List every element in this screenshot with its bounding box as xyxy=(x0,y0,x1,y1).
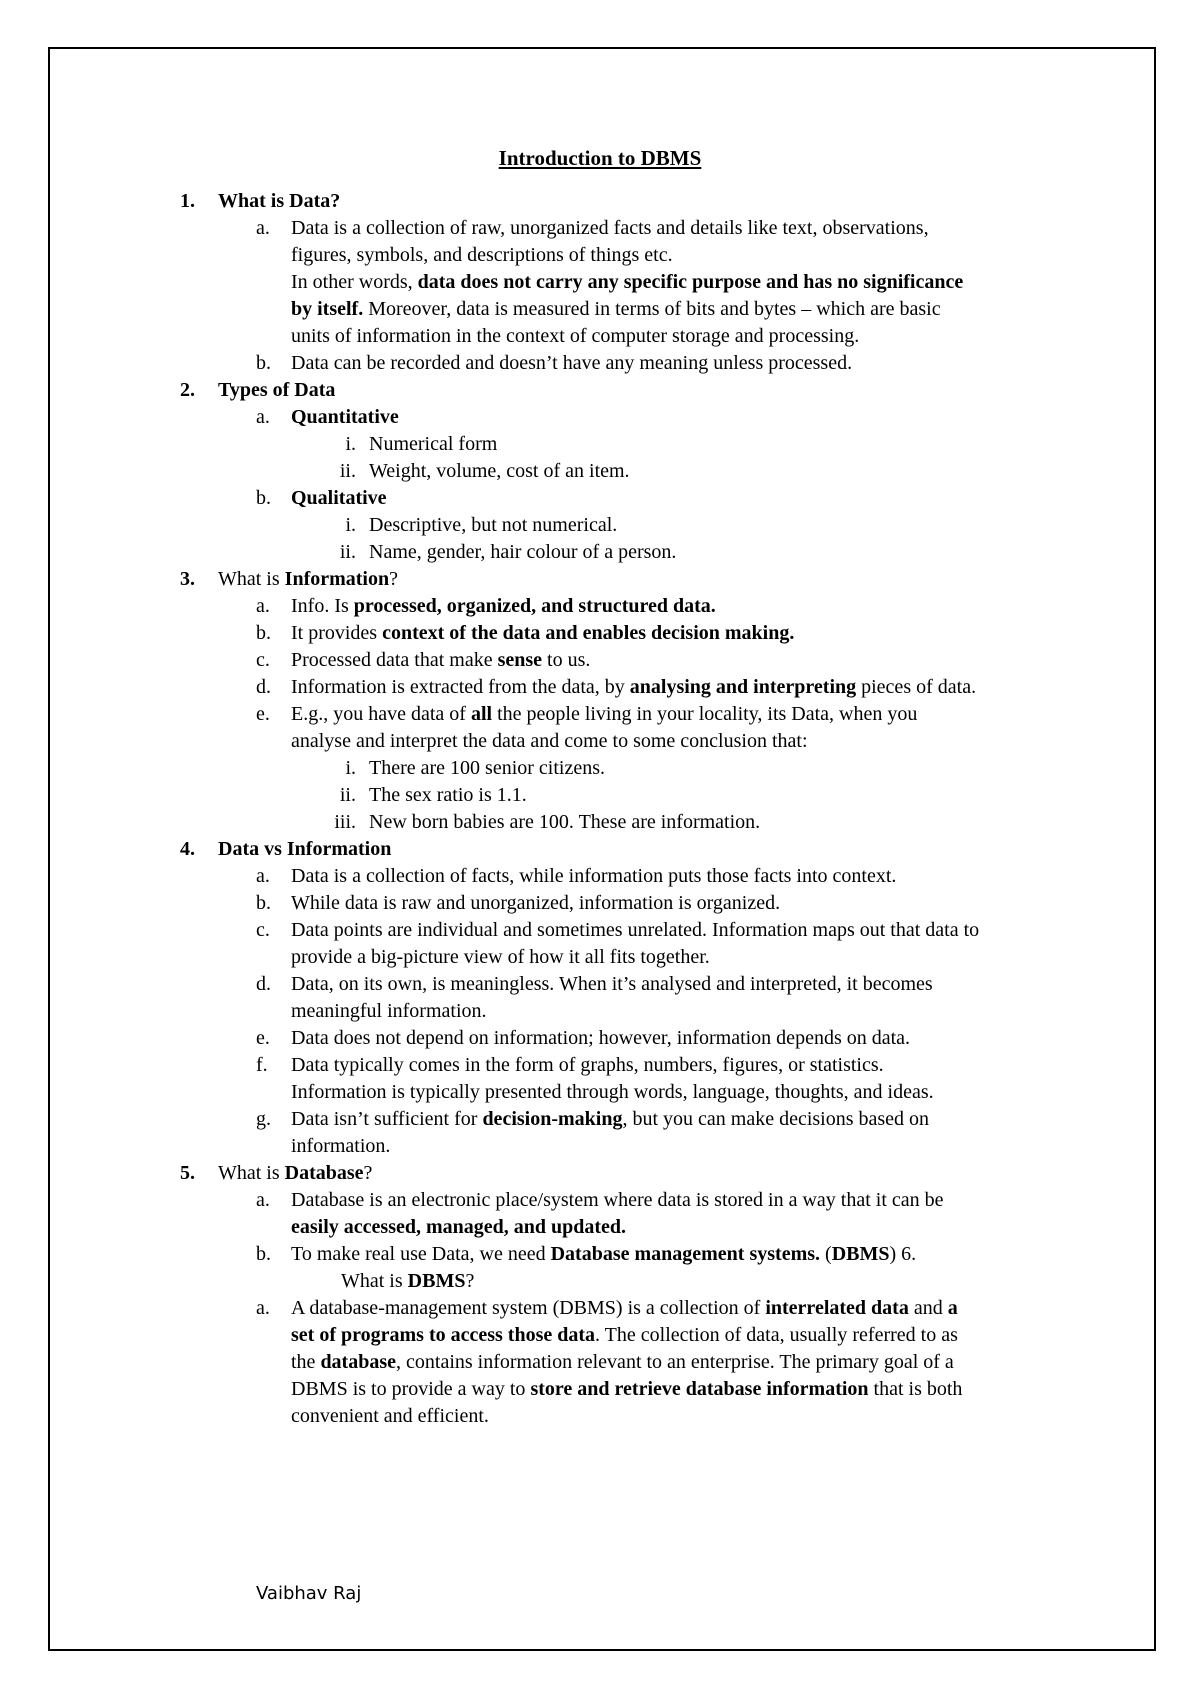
text-run: Data is a collection of facts, while information puts those facts into context. xyxy=(291,865,897,887)
text-run: What is xyxy=(218,568,285,590)
list-item-text xyxy=(369,809,760,835)
text-run: Data can be recorded and doesn’t have any meaning unless processed. xyxy=(291,352,853,374)
text-run: While data is raw and unorganized, information is organized. xyxy=(291,892,781,914)
text-run: Data typically comes in the form of graphs, numbers, figures, or statistics. xyxy=(291,1054,884,1076)
text-run: Descriptive, but not numerical. xyxy=(369,514,618,536)
list-marker: 2. xyxy=(180,379,195,401)
list-item-text xyxy=(291,1241,916,1267)
list-marker: 4. xyxy=(180,838,195,860)
list-item-text xyxy=(291,350,852,376)
page-title: Introduction to DBMS xyxy=(498,146,702,170)
bold-text: Qualitative xyxy=(291,487,387,509)
bold-text: Quantitative xyxy=(291,406,399,428)
list-item-text xyxy=(291,242,673,268)
text-run: Data isn’t sufficient for xyxy=(291,1108,483,1130)
bold-text: DBMS xyxy=(831,1243,890,1265)
text-run: convenient and efficient. xyxy=(291,1405,489,1427)
list-marker: 3. xyxy=(180,568,195,590)
list-item-text xyxy=(291,1349,954,1375)
list-item-text xyxy=(291,1079,934,1105)
text-run: and xyxy=(908,1297,948,1319)
bold-text: Data vs Information xyxy=(218,838,392,860)
list-marker: i. xyxy=(345,514,356,536)
list-item-text xyxy=(218,1160,372,1186)
list-item-text xyxy=(291,674,976,700)
list-marker: a. xyxy=(256,1297,270,1319)
list-marker: i. xyxy=(345,433,356,455)
list-item-text xyxy=(369,755,605,781)
text-run: analyse and interpret the data and come to some conclusion that: xyxy=(291,730,808,752)
list-marker: c. xyxy=(256,649,270,671)
list-item-text xyxy=(291,1295,958,1321)
text-run: ? xyxy=(389,568,398,590)
list-marker: a. xyxy=(256,1189,270,1211)
list-item-text xyxy=(291,944,710,970)
list-item-text xyxy=(291,323,859,349)
text-run: , contains information relevant to an enterprise. The primary goal of a xyxy=(396,1351,954,1373)
list-item-text xyxy=(341,1268,474,1294)
list-marker: b. xyxy=(256,1243,271,1265)
list-item-text xyxy=(291,971,933,997)
text-run: Data points are individual and sometimes unrelated. Information maps out that data to xyxy=(291,919,980,941)
list-item-text xyxy=(291,998,487,1024)
list-item-text xyxy=(369,431,497,457)
bold-text: all xyxy=(470,703,493,725)
bold-text: Database management systems. xyxy=(550,1243,821,1265)
list-item-text xyxy=(291,404,399,430)
list-marker: b. xyxy=(256,622,271,644)
text-run: ? xyxy=(363,1162,373,1184)
list-item-text xyxy=(218,566,398,592)
list-marker: i. xyxy=(345,757,356,779)
text-run: There are 100 senior citizens. xyxy=(369,757,606,779)
list-marker: e. xyxy=(256,703,270,725)
list-item-text xyxy=(291,485,387,511)
text-run: Information is extracted from the data, by xyxy=(291,676,630,698)
bold-text: database xyxy=(320,1351,397,1373)
text-run: meaningful information. xyxy=(291,1000,487,1022)
bold-text: Database xyxy=(284,1162,364,1184)
list-item-text xyxy=(218,377,335,403)
list-item-text xyxy=(291,1106,929,1132)
text-run: DBMS is to provide a way to xyxy=(291,1378,531,1400)
list-item-text xyxy=(291,593,716,619)
list-item-text xyxy=(291,620,794,646)
text-run: To make real use Data, we need xyxy=(291,1243,551,1265)
text-run: It provides xyxy=(291,622,383,644)
bold-text: by itself. xyxy=(291,298,364,320)
text-run: Name, gender, hair colour of a person. xyxy=(369,541,677,563)
bold-text: Types of Data xyxy=(218,379,336,401)
text-run: units of information in the context of computer storage and processing. xyxy=(291,325,860,347)
list-marker: 1. xyxy=(180,190,195,212)
text-run: Data, on its own, is meaningless. When it’s analysed and interpreted, it becomes xyxy=(291,973,933,995)
list-marker: ii. xyxy=(339,541,356,563)
text-run: Numerical form xyxy=(369,433,498,455)
list-marker: b. xyxy=(256,352,271,374)
list-item-text xyxy=(291,917,979,943)
list-marker: b. xyxy=(256,487,271,509)
list-marker: d. xyxy=(256,973,271,995)
text-run: Information is typically presented through words, language, thoughts, and ideas. xyxy=(291,1081,934,1103)
text-run: ) 6. xyxy=(889,1243,917,1265)
bold-text: a xyxy=(947,1297,958,1319)
list-marker: b. xyxy=(256,892,271,914)
text-run: to us. xyxy=(542,649,591,671)
text-run: the people living in your locality, its Data, when you xyxy=(492,703,918,725)
list-item-text xyxy=(369,539,676,565)
bold-text: sense xyxy=(497,649,543,671)
text-run: that is both xyxy=(868,1378,963,1400)
text-run: Data does not depend on information; however, information depends on data. xyxy=(291,1027,911,1049)
list-item-text xyxy=(291,728,808,754)
list-item-text xyxy=(218,836,391,862)
list-marker: ii. xyxy=(339,784,356,806)
list-marker: d. xyxy=(256,676,271,698)
bold-text: easily accessed, managed, and updated. xyxy=(291,1216,627,1238)
text-run: Moreover, data is measured in terms of bits and bytes – which are basic xyxy=(363,298,941,320)
bold-text: Information xyxy=(284,568,390,590)
text-run: What is xyxy=(218,1162,285,1184)
text-run: the xyxy=(291,1351,321,1373)
text-run: The sex ratio is 1.1. xyxy=(369,784,527,806)
text-run: provide a big-picture view of how it all fits together. xyxy=(291,946,710,968)
list-item-text xyxy=(291,890,780,916)
list-item-text xyxy=(291,701,917,727)
bold-text: store and retrieve database information xyxy=(530,1378,869,1400)
text-run: Data is a collection of raw, unorganized facts and details like text, observations, xyxy=(291,217,929,239)
list-marker: iii. xyxy=(334,811,356,833)
text-run: A database-management system (DBMS) is a collection of xyxy=(291,1297,766,1319)
footer-author: Vaibhav Raj xyxy=(256,1583,362,1604)
text-run: Weight, volume, cost of an item. xyxy=(369,460,630,482)
list-marker: g. xyxy=(256,1108,271,1130)
list-marker: e. xyxy=(256,1027,270,1049)
bold-text: decision-making xyxy=(482,1108,623,1130)
list-item-text xyxy=(291,269,963,295)
list-item-text xyxy=(291,1376,962,1402)
bold-text: set of programs to access those data xyxy=(291,1324,596,1346)
bold-text: data does not carry any specific purpose and has no significance xyxy=(417,271,964,293)
list-item-text xyxy=(291,1187,944,1213)
text-run: Info. Is xyxy=(291,595,354,617)
text-run: figures, symbols, and descriptions of things etc. xyxy=(291,244,673,266)
text-run: information. xyxy=(291,1135,391,1157)
bold-text: DBMS xyxy=(407,1270,466,1292)
text-run: Database is an electronic place/system where data is stored in a way that it can be xyxy=(291,1189,944,1211)
list-marker: f. xyxy=(256,1054,268,1076)
bold-text: interrelated data xyxy=(765,1297,909,1319)
list-item-text xyxy=(291,647,590,673)
list-item-text xyxy=(369,512,617,538)
text-run: , but you can make decisions based on xyxy=(622,1108,930,1130)
bold-text: processed, organized, and structured data. xyxy=(353,595,716,617)
list-marker: a. xyxy=(256,865,270,887)
list-marker: a. xyxy=(256,217,270,239)
list-item-text xyxy=(369,782,527,808)
list-marker: a. xyxy=(256,406,270,428)
bold-text: analysing and interpreting xyxy=(629,676,857,698)
list-item-text xyxy=(291,1214,626,1240)
list-item-text xyxy=(291,1322,958,1348)
text-run: E.g., you have data of xyxy=(291,703,471,725)
list-item-text xyxy=(291,1025,910,1051)
list-item-text xyxy=(291,215,929,241)
list-item-text xyxy=(291,1403,489,1429)
list-item-text xyxy=(369,458,630,484)
list-item-text xyxy=(291,1052,884,1078)
bold-text: context of the data and enables decision making. xyxy=(382,622,795,644)
text-run: What is xyxy=(341,1270,408,1292)
text-run: In other words, xyxy=(291,271,418,293)
text-run: ( xyxy=(820,1243,832,1265)
list-item-text xyxy=(291,1133,390,1159)
list-item-text xyxy=(218,188,340,214)
list-marker: c. xyxy=(256,919,270,941)
text-run: ? xyxy=(465,1270,475,1292)
list-item-text xyxy=(291,296,941,322)
list-marker: a. xyxy=(256,595,270,617)
list-marker: ii. xyxy=(339,460,356,482)
list-item-text xyxy=(291,863,896,889)
text-run: . The collection of data, usually referred to as xyxy=(595,1324,958,1346)
text-run: pieces of data. xyxy=(856,676,977,698)
text-run: Processed data that make xyxy=(291,649,498,671)
bold-text: What is Data? xyxy=(218,190,341,212)
list-marker: 5. xyxy=(180,1162,195,1184)
text-run: New born babies are 100. These are information. xyxy=(369,811,761,833)
